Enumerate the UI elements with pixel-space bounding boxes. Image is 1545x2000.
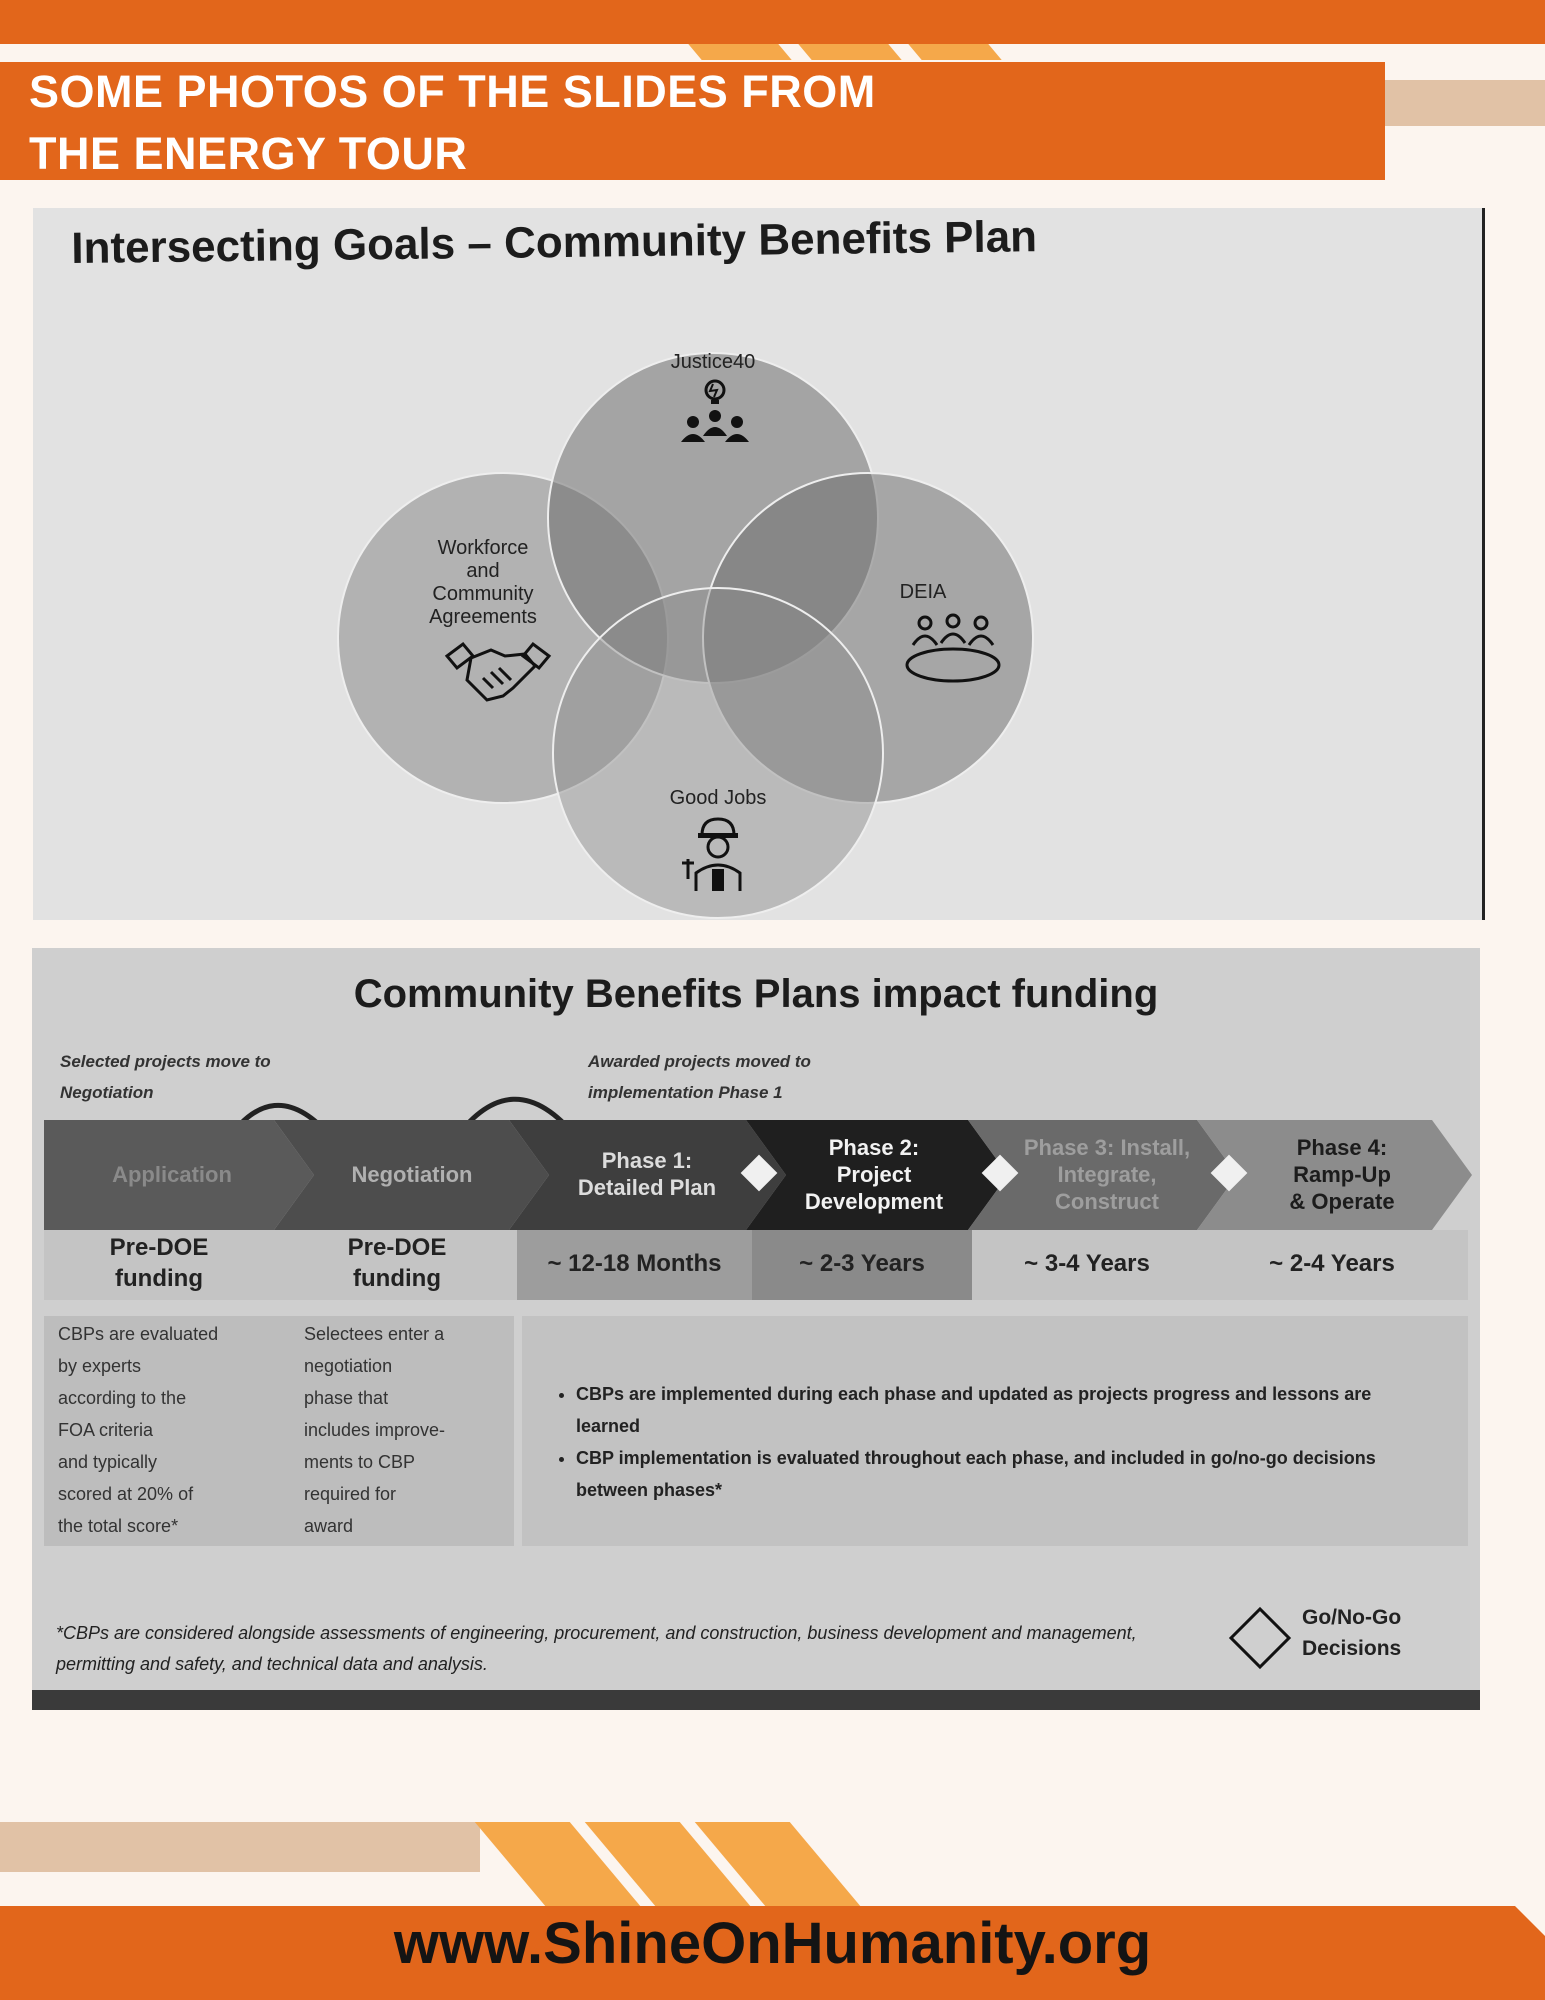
note-line: Selected projects move to (60, 1052, 271, 1071)
duration-phase-2 (752, 1228, 972, 1298)
worker-hardhat-icon (678, 813, 754, 895)
note-line: Awarded projects moved to (588, 1052, 811, 1071)
stage-label-phase-2 (784, 1134, 964, 1215)
top-stripe (688, 44, 791, 60)
description-negotiation (304, 1318, 514, 1542)
duration-line: ~ 2-4 Years (1269, 1249, 1395, 1277)
description-line: and typically (58, 1452, 158, 1472)
meeting-table-icon (903, 613, 1003, 685)
stage-label-application (72, 1161, 272, 1188)
venn-label-workforce (403, 537, 563, 629)
website-url: www.ShineOnHumanity.org (393, 1911, 1152, 1976)
note-line: implementation Phase 1 (588, 1083, 783, 1102)
top-stripe (798, 44, 901, 60)
duration-phase-4 (1212, 1228, 1452, 1298)
page-title-line-1: SOME PHOTOS OF THE SLIDES FROM (29, 66, 876, 117)
note-line: Negotiation (60, 1083, 154, 1102)
bottom-shadow (32, 1690, 1480, 1710)
venn-label-justice40: Justice40 (670, 351, 756, 373)
stage-label-line: Phase 1: (601, 1148, 693, 1173)
slide-photo-intersecting-goals (33, 208, 1485, 920)
stage-label-line: Phase 2: (828, 1135, 920, 1160)
duration-negotiation (282, 1228, 512, 1298)
description-line: phase that (304, 1388, 389, 1408)
legend-line: Go/No-Go (1302, 1606, 1402, 1629)
stage-label-line: Ramp-Up (1293, 1162, 1391, 1187)
stage-label-line: Negotiation (351, 1162, 473, 1187)
slide-photo-impact-funding (32, 948, 1480, 1710)
description-line: FOA criteria (58, 1420, 154, 1440)
duration-line: ~ 12-18 Months (547, 1249, 722, 1277)
description-line: the total score* (58, 1516, 179, 1536)
duration-line: Pre-DOE (109, 1234, 209, 1261)
bullet-item: • CBP implementation is evaluated throughout each phase, and included in go/no-go decisions between phases* (576, 1442, 1426, 1506)
stage-label-phase-3 (1007, 1134, 1207, 1215)
description-line: according to the (58, 1388, 187, 1408)
venn-label-workforce-line: Community (432, 583, 534, 605)
duration-line: Pre-DOE (347, 1234, 447, 1261)
stage-label-line: & Operate (1289, 1189, 1395, 1214)
top-stripe (908, 44, 1001, 60)
slide-title: Community Benefits Plans impact funding (353, 972, 1159, 1016)
duration-line: ~ 3-4 Years (1024, 1249, 1150, 1277)
duration-line: ~ 2-3 Years (799, 1249, 925, 1277)
stage-label-line: Phase 3: Install, (1023, 1135, 1191, 1160)
people-lightbulb-icon (673, 378, 757, 444)
stage-label-line: Phase 4: (1296, 1135, 1388, 1160)
top-white-slant (0, 44, 60, 62)
duration-application (44, 1228, 274, 1298)
venn-label-workforce-line: and (466, 560, 500, 582)
venn-label-good-jobs: Good Jobs (669, 787, 767, 809)
description-line: ments to CBP (304, 1452, 416, 1472)
venn-label-deia: DEIA (899, 581, 947, 603)
description-line: includes improve- (304, 1420, 446, 1440)
description-line: by experts (58, 1356, 142, 1376)
implementation-bullets (546, 1378, 1426, 1506)
venn-diagram (33, 208, 1485, 920)
bullet-item: • CBPs are implemented during each phase and updated as projects progress and lessons are learned (576, 1378, 1426, 1442)
footnote: *CBPs are considered alongside assessments of engineering, procurement, and construction, business development and management, permitting and safety, and technical data and analysis. (56, 1623, 1137, 1674)
duration-line: funding (115, 1265, 203, 1292)
stage-label-negotiation (312, 1161, 512, 1188)
stage-label-phase-4 (1242, 1134, 1442, 1215)
stage-label-line: Integrate, (1057, 1162, 1157, 1187)
stage-label-line: Project (836, 1162, 912, 1187)
description-line: CBPs are evaluated (58, 1324, 219, 1344)
handshake-icon (443, 638, 553, 708)
legend-line: Decisions (1302, 1637, 1402, 1660)
stage-label-phase-1 (547, 1147, 747, 1201)
legend-go-no-go-label (1302, 1602, 1401, 1664)
description-application (58, 1318, 278, 1542)
beige-accent-bar (0, 1822, 480, 1872)
page-title-line-2: THE ENERGY TOUR (29, 128, 468, 179)
description-line: Selectees enter a (304, 1324, 445, 1344)
venn-label-workforce-line: Workforce (437, 537, 529, 559)
page-title-banner (0, 62, 1385, 180)
duration-line: funding (353, 1265, 441, 1292)
slide-title: Intersecting Goals – Community Benefits Plan (71, 212, 1038, 273)
top-orange-bar (0, 0, 1545, 44)
duration-phase-3 (972, 1228, 1202, 1298)
venn-label-workforce-line: Agreements (429, 606, 537, 628)
stage-label-line: Detailed Plan (577, 1175, 717, 1200)
stage-label-line: Application (112, 1162, 232, 1187)
stage-label-line: Construct (1055, 1189, 1159, 1214)
description-line: negotiation (304, 1356, 393, 1376)
description-line: scored at 20% of (58, 1484, 194, 1504)
description-line: required for (304, 1484, 397, 1504)
duration-phase-1 (517, 1228, 752, 1298)
beige-accent-bar (1385, 80, 1545, 126)
stage-label-line: Development (804, 1189, 944, 1214)
description-line: award (304, 1516, 354, 1536)
